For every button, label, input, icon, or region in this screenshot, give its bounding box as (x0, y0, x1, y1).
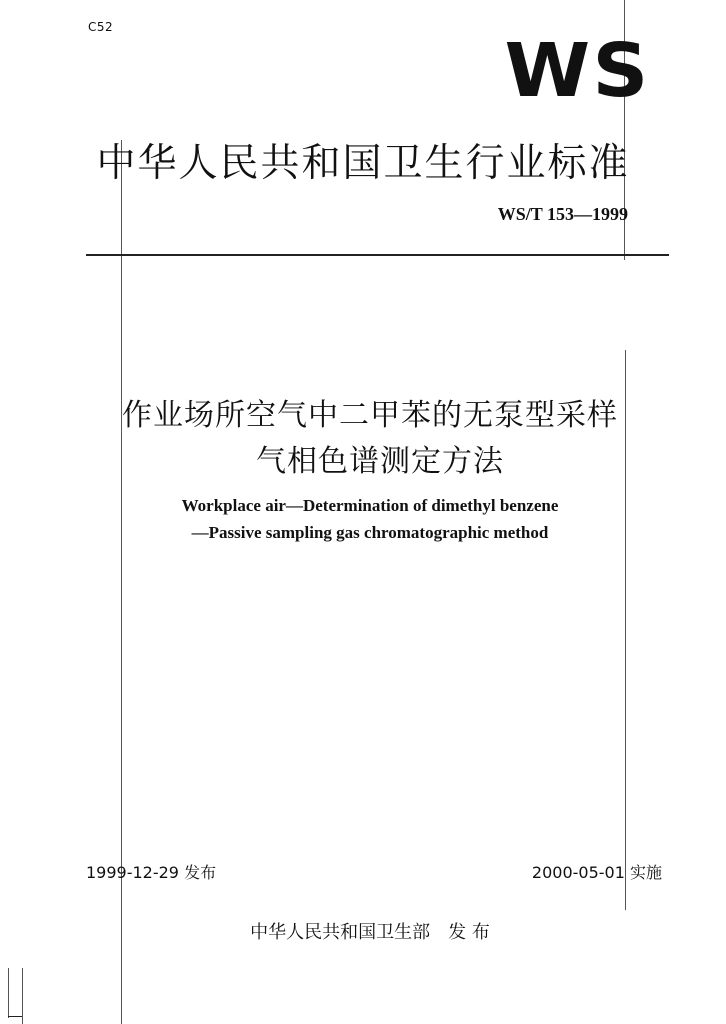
right-margin-line-lower (625, 350, 626, 910)
issue-date: 1999-12-29 发布 (86, 863, 217, 882)
left-margin-line (121, 140, 122, 1024)
chinese-title-line1: 作业场所空气中二甲苯的无泵型采样 (122, 398, 618, 433)
implementation-date: 2000-05-01 实施 (531, 863, 662, 882)
english-title-line2: —Passive sampling gas chromatographic method (191, 523, 549, 542)
standard-number: WS/T 153—1999 (497, 204, 628, 224)
header-rule (86, 254, 669, 256)
chinese-title-line2: 气相色谱测定方法 (256, 444, 504, 479)
small-left-mark (8, 968, 9, 1018)
ws-logo: WS (504, 28, 651, 114)
corner-mark (8, 1016, 22, 1017)
english-title-line1: Workplace air—Determination of dimethyl benzene (181, 496, 559, 515)
publisher: 中华人民共和国卫生部 发 布 (250, 922, 490, 943)
classification-code: C52 (88, 20, 114, 34)
organization-title: 中华人民共和国卫生行业标准 (96, 141, 630, 186)
small-left-mark-2 (22, 968, 23, 1024)
